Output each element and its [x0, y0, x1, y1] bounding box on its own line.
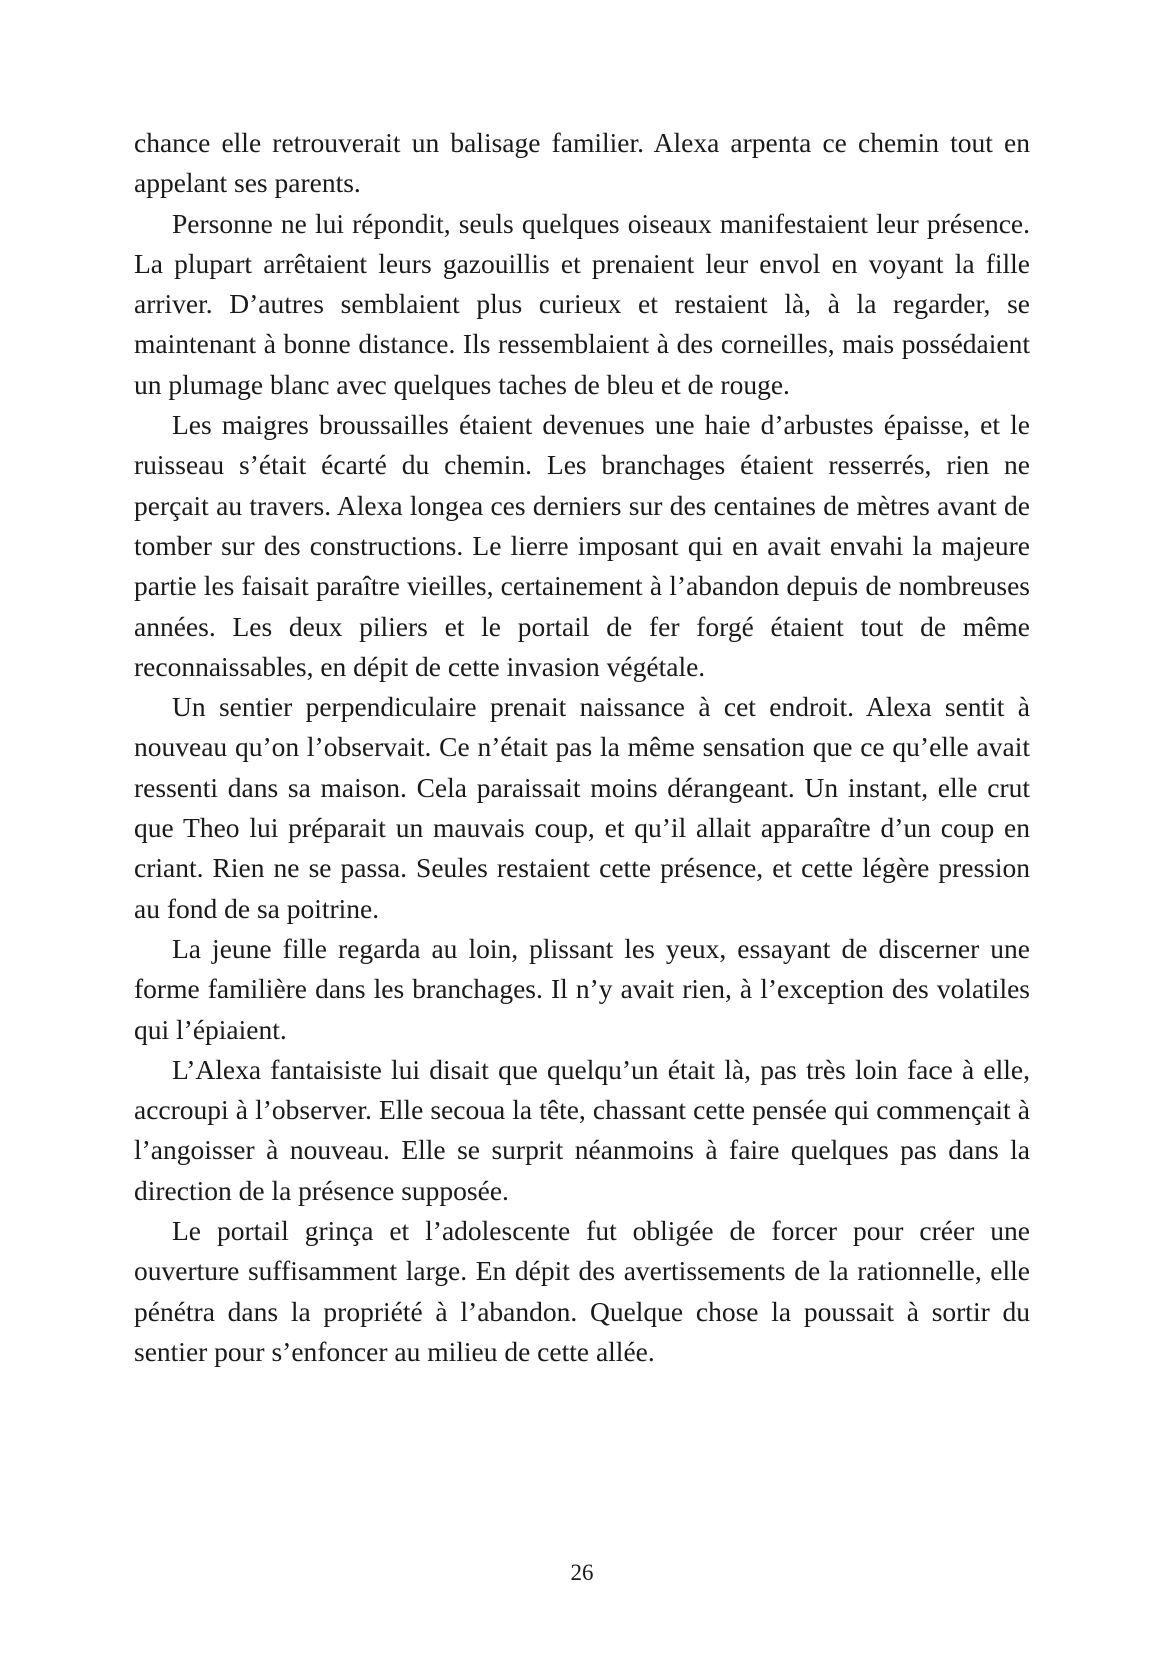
paragraph-7: Le portail grinça et l’adolescente fut obligée de forcer pour créer une ouverture suffisamment large. En dépit des avertissements de la rationnelle, elle pénétra dans la propriété à l’abandon. Quelque chose la poussait à sortir du sentier pour s’enfoncer au milieu de cette allée.: [134, 1215, 1030, 1367]
paragraph-1: chance elle retrouverait un balisage familier. Alexa arpenta ce chemin tout en appelant ses parents.: [134, 127, 1030, 199]
body-text: [134, 123, 1030, 1372]
paragraph-4: Un sentier perpendiculaire prenait naissance à cet endroit. Alexa sentit à nouveau qu’on l’observait. Ce n’était pas la même sensation que ce qu’elle avait ressenti dans sa maison. Cela paraissait moins dérangeant. Un instant, elle crut que Theo lui préparait un mauvais coup, et qu’il allait apparaître d’un coup en criant. Rien ne se passa. Seules restaient cette présence, et cette légère pression au fond de sa poitrine.: [134, 691, 1030, 924]
paragraph-2: Personne ne lui répondit, seuls quelques oiseaux manifestaient leur présence. La plupart arrêtaient leurs gazouillis et prenaient leur envol en voyant la fille arriver. D’autres semblaient plus curieux et restaient là, à la regarder, se maintenant à bonne distance. Ils ressemblaient à des corneilles, mais possédaient un plumage blanc avec quelques taches de bleu et de rouge.: [134, 207, 1030, 400]
paragraph-6: L’Alexa fantaisiste lui disait que quelqu’un était là, pas très loin face à elle, accroupi à l’observer. Elle secoua la tête, chassant cette pensée qui commençait à l’angoisser à nouveau. Elle se surprit néanmoins à faire quelques pas dans la direction de la présence supposée.: [134, 1053, 1030, 1206]
page-number: 26: [570, 1560, 594, 1585]
paragraph-5: La jeune fille regarda au loin, plissant les yeux, essayant de discerner une forme familière dans les branchages. Il n’y avait rien, à l’exception des volatiles qui l’épiaient.: [134, 932, 1030, 1045]
paragraph-3: Les maigres broussailles étaient devenues une haie d’arbustes épaisse, et le ruisseau s’était écarté du chemin. Les branchages étaient resserrés, rien ne perçait au travers. Alexa longea ces derniers sur des centaines de mètres avant de tomber sur des constructions. Le lierre imposant qui en avait envahi la majeure partie les faisait paraître vieilles, certainement à l’abandon depuis de nombreuses années. Les deux piliers et le portail de fer forgé étaient tout de même reconnaissables, en dépit de cette invasion végétale.: [134, 409, 1030, 682]
